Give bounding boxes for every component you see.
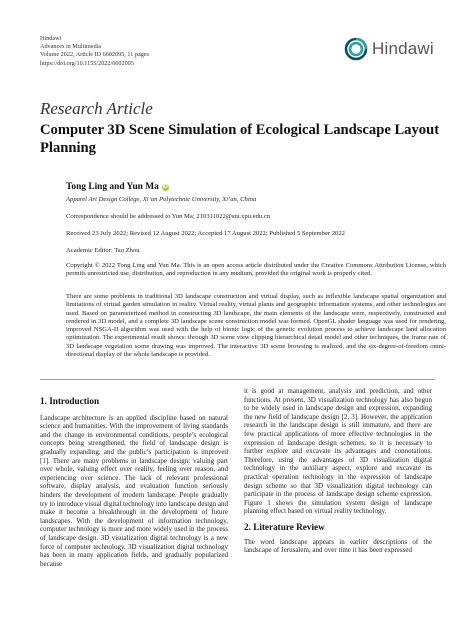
journal-meta xyxy=(40,35,149,68)
hindawi-logo-icon xyxy=(344,37,368,61)
affiliation: Apparel Art Design College, Xi’an Polytechnic University, Xi’an, China xyxy=(66,196,257,203)
authors-line xyxy=(66,182,169,192)
article-title: Computer 3D Scene Simulation of Ecological Landscape Layout Planning xyxy=(40,122,440,156)
brand xyxy=(344,37,434,61)
introduction-continued-text: it is good at management, analysis and prediction, and other functions. At present, 3D visualization technology has also begun to be widely used in landscape design and expression, expanding the new field of landscape design [2, 3]. However, the application research in the landscape design is still immature, and there are few practical applications of more effective technologies in the expression of landscape design schemes, so it is necessary to further explore and excavate its advantages and connotations. Therefore, using the advantages of 3D visualization digital technology in the auxiliary aspect, explore and excavate its practical operation technology in the expression of landscape design scheme so that 3D visualization digital technology can participate in the process of landscape design scheme expression. Figure 1 shows the simulation system design of landscape planning effect based on virtual reality technology. xyxy=(244,387,432,516)
introduction-text: Landscape architecture is an applied discipline based on natural science and humanities. With the improvement of living standards and the change in environmental conditions, people’s ecological concepts being strengthened, the field of landscape design is gradually expanding, and the public’s participation is improved [1]. There are many problems in landscape design: valuing part over whole, valuing effect over reality, feeling over reason, and experiencing over science. The lack of relevant professional software, display analysis, and evaluation function seriously hinders the development of modern landscape. People gradually try to introduce visual digital technology into landscape design and make it become a breakthrough in the development of future landscapes. With the development of information technology, computer technology is more and more widely used in the process of landscape design. 3D visualization digital technology is a new force of computer technology, 3D visualization digital technology has been in many application fields, and gradually popularized because xyxy=(40,413,228,568)
literature-review-heading: 2. Literature Review xyxy=(244,521,325,532)
article-type: Research Article xyxy=(40,99,153,118)
authors: Tong Ling and Yun Ma xyxy=(66,182,159,192)
literature-review-text: The word landscape appears in earlier descriptions of the landscape of Jerusalem, and over time it has been expressed xyxy=(244,537,432,555)
introduction-heading: 1. Introduction xyxy=(40,396,100,406)
left-column xyxy=(40,397,228,568)
orcid-icon[interactable]: iD xyxy=(162,183,168,190)
correspondence: Correspondence should be addressed to Yun Ma; 210311022@stu.xpu.edu.cn xyxy=(66,213,271,220)
publisher-name: Hindawi xyxy=(40,35,62,42)
volume-info: Volume 2022, Article ID 6602095, 11 pages xyxy=(40,51,149,59)
right-column xyxy=(244,387,432,555)
academic-editor: Academic Editor: Tao Zhou xyxy=(66,247,140,254)
section-divider xyxy=(40,379,435,380)
doi-link[interactable]: https://doi.org/10.1155/2022/6602095 xyxy=(40,59,134,67)
brand-name: Hindawi xyxy=(372,39,434,58)
publication-dates: Received 23 July 2022; Revised 12 August 2022; Accepted 17 August 2022; Published 5 September 2022 xyxy=(66,230,345,237)
journal-name: Advances in Multimedia xyxy=(40,43,102,51)
abstract: There are some problems in traditional 3D landscape construction and virtual display, such as inflexible landscape spatial organization and limitations of virtual garden simulation in reality. Virtual reality, virtual plants and geographic information systems, and other technologies are used. Based on parameterized method in constructing 3D landscape, the main elements of the landscape were, respectively, constructed and rendered in 3D model, and a complete 3D landscape scene construction model was formed. OpenGL shader language was used for rendering, improved NSGA-II algorithm was used with the help of bionic logic of the genetic evolution process to achieve landscape land allocation optimization. The experimental result shows: through 3D scene view clipping hierarchical detail model and other techniques, the frame rate of 3D landscape vegetation scene drawing was improved. The interactive 3D scene browsing is realized, and the six-degree-of-freedom omni-directional display of the whole landscape is provided. xyxy=(66,293,446,359)
copyright-notice: Copyright © 2022 Tong Ling and Yun Ma. This is an open access article distributed under the Creative Commons Attribution License, which permits unrestricted use, distribution, and reproduction in any medium, provided the original work is properly cited. xyxy=(66,262,446,278)
